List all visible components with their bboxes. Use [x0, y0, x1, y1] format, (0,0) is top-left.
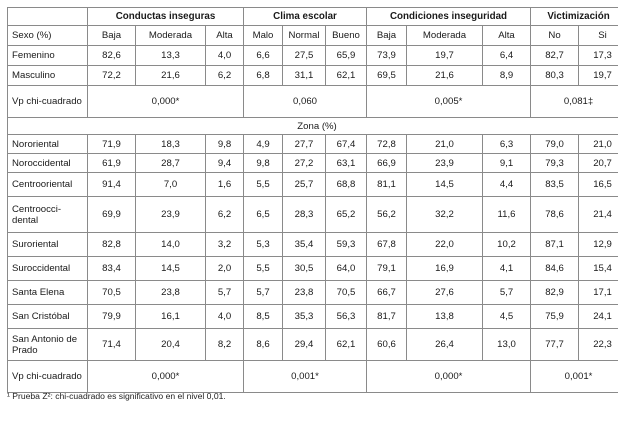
table-cell: 2,0	[206, 257, 244, 281]
table-cell: 16,1	[136, 305, 206, 329]
table-cell: 14,5	[407, 173, 483, 197]
table-cell: 72,8	[367, 135, 407, 154]
table-row	[8, 233, 618, 257]
table-cell: 67,8	[367, 233, 407, 257]
vp-row	[8, 86, 618, 118]
table-cell: 6,8	[244, 66, 283, 86]
table-cell: 56,3	[326, 305, 367, 329]
table-cell: 16,5	[579, 173, 618, 197]
table-cell: 75,9	[531, 305, 579, 329]
table-cell: 23,9	[407, 154, 483, 173]
table-cell: 6,2	[206, 197, 244, 233]
table-cell: 87,1	[531, 233, 579, 257]
table-cell: 82,6	[88, 46, 136, 66]
row-label: Sexo (%)	[8, 26, 88, 46]
table-cell: 71,9	[88, 135, 136, 154]
table-cell: 28,7	[136, 154, 206, 173]
table-cell: 62,1	[326, 66, 367, 86]
pvalue-cell: 0,001*	[244, 361, 367, 393]
row-label: San Cristóbal	[8, 305, 88, 329]
pvalue-cell: 0,000*	[88, 86, 244, 118]
section-title-row	[8, 118, 618, 135]
pvalue-cell: 0,000*	[367, 361, 531, 393]
table-cell: 9,1	[483, 154, 531, 173]
table-cell: 72,2	[88, 66, 136, 86]
table-cell: 79,0	[531, 135, 579, 154]
table-cell: 65,2	[326, 197, 367, 233]
table-cell: 83,4	[88, 257, 136, 281]
table-cell: 6,2	[206, 66, 244, 86]
table-cell: 82,9	[531, 281, 579, 305]
table-cell: 17,3	[579, 46, 618, 66]
table-cell: 3,2	[206, 233, 244, 257]
table-cell: 35,4	[283, 233, 326, 257]
table-cell: 81,7	[367, 305, 407, 329]
table-cell: 10,2	[483, 233, 531, 257]
table-cell: 6,6	[244, 46, 283, 66]
column-header: Malo	[244, 26, 283, 46]
table-cell: 8,5	[244, 305, 283, 329]
table-cell: 77,7	[531, 329, 579, 361]
table-cell: 62,1	[326, 329, 367, 361]
column-header: Bueno	[326, 26, 367, 46]
table-cell: 1,6	[206, 173, 244, 197]
column-header: Moderada	[407, 26, 483, 46]
pvalue-cell: 0,000*	[88, 361, 244, 393]
table-cell: 9,8	[244, 154, 283, 173]
table-cell: 14,5	[136, 257, 206, 281]
table-cell: 66,7	[367, 281, 407, 305]
table-cell: 79,9	[88, 305, 136, 329]
group-header: Condiciones inseguridad	[367, 8, 531, 26]
table-cell: 68,8	[326, 173, 367, 197]
table-cell: 61,9	[88, 154, 136, 173]
subheader-row	[8, 26, 618, 46]
table-cell: 11,6	[483, 197, 531, 233]
table-cell: 91,4	[88, 173, 136, 197]
table-cell: 63,1	[326, 154, 367, 173]
row-label: Suroriental	[8, 233, 88, 257]
table-cell: 17,1	[579, 281, 618, 305]
table-cell: 22,3	[579, 329, 618, 361]
group-header: Conductas inseguras	[88, 8, 244, 26]
footnote: ¹ Prueba Z²: chi-cuadrado es significativo en el nivel 0,01.	[7, 391, 226, 401]
column-header: Moderada	[136, 26, 206, 46]
row-label: Centroocci-dental	[8, 197, 88, 233]
table-cell: 21,4	[579, 197, 618, 233]
column-header: Baja	[88, 26, 136, 46]
pvalue-cell: 0,005*	[367, 86, 531, 118]
table-cell: 65,9	[326, 46, 367, 66]
table-cell: 69,9	[88, 197, 136, 233]
table-row	[8, 154, 618, 173]
table-cell: 35,3	[283, 305, 326, 329]
table-cell: 26,4	[407, 329, 483, 361]
results-table	[7, 7, 618, 393]
column-header: No	[531, 26, 579, 46]
table-cell: 19,7	[407, 46, 483, 66]
table-cell: 80,3	[531, 66, 579, 86]
table-cell: 21,0	[579, 135, 618, 154]
table-cell: 82,7	[531, 46, 579, 66]
table-cell: 22,0	[407, 233, 483, 257]
table-cell: 20,4	[136, 329, 206, 361]
table-cell: 21,0	[407, 135, 483, 154]
table-cell: 78,6	[531, 197, 579, 233]
table-row	[8, 66, 618, 86]
table-cell: 4,5	[483, 305, 531, 329]
table-cell: 79,3	[531, 154, 579, 173]
table-cell: 5,5	[244, 173, 283, 197]
header-row	[8, 8, 618, 26]
row-label: Santa Elena	[8, 281, 88, 305]
table-cell: 8,9	[483, 66, 531, 86]
table-cell: 32,2	[407, 197, 483, 233]
row-label: Vp chi-cuadrado	[8, 86, 88, 118]
table-cell: 27,6	[407, 281, 483, 305]
table-cell: 79,1	[367, 257, 407, 281]
table-cell: 27,5	[283, 46, 326, 66]
table-row	[8, 305, 618, 329]
table-cell: 6,5	[244, 197, 283, 233]
table-cell: 23,9	[136, 197, 206, 233]
column-header: Si	[579, 26, 618, 46]
table-cell: 9,8	[206, 135, 244, 154]
row-label: Masculino	[8, 66, 88, 86]
table-cell: 25,7	[283, 173, 326, 197]
table-cell: 29,4	[283, 329, 326, 361]
table-cell: 16,9	[407, 257, 483, 281]
row-label: Nororiental	[8, 135, 88, 154]
table-cell: 6,3	[483, 135, 531, 154]
table-cell: 31,1	[283, 66, 326, 86]
table-row	[8, 197, 618, 233]
row-label: Vp chi-cuadrado	[8, 361, 88, 393]
table-cell: 4,1	[483, 257, 531, 281]
column-header: Baja	[367, 26, 407, 46]
column-header: Alta	[206, 26, 244, 46]
table-cell: 18,3	[136, 135, 206, 154]
column-header: Normal	[283, 26, 326, 46]
row-label: Femenino	[8, 46, 88, 66]
table-cell: 67,4	[326, 135, 367, 154]
row-label: Suroccidental	[8, 257, 88, 281]
table-cell: 5,5	[244, 257, 283, 281]
column-header: Alta	[483, 26, 531, 46]
table-cell: 59,3	[326, 233, 367, 257]
table-cell: 81,1	[367, 173, 407, 197]
table-cell: 9,4	[206, 154, 244, 173]
table-cell: 8,2	[206, 329, 244, 361]
table-cell: 84,6	[531, 257, 579, 281]
table-cell: 13,8	[407, 305, 483, 329]
table-cell: 14,0	[136, 233, 206, 257]
row-label: Centrooriental	[8, 173, 88, 197]
group-header: Victimización	[531, 8, 618, 26]
table-cell: 27,7	[283, 135, 326, 154]
table-cell: 24,1	[579, 305, 618, 329]
table-cell: 5,7	[483, 281, 531, 305]
table-cell: 4,9	[244, 135, 283, 154]
table-cell: 5,7	[206, 281, 244, 305]
table-cell: 21,6	[407, 66, 483, 86]
table-cell: 4,0	[206, 305, 244, 329]
table-cell: 71,4	[88, 329, 136, 361]
pvalue-cell: 0,001*	[531, 361, 618, 393]
table-cell: 21,6	[136, 66, 206, 86]
row-label: Noroccidental	[8, 154, 88, 173]
table-cell: 5,7	[244, 281, 283, 305]
table-cell: 4,4	[483, 173, 531, 197]
table-cell: 8,6	[244, 329, 283, 361]
table-cell: 28,3	[283, 197, 326, 233]
table-cell: 56,2	[367, 197, 407, 233]
table-cell: 27,2	[283, 154, 326, 173]
table-cell: 69,5	[367, 66, 407, 86]
table-cell: 7,0	[136, 173, 206, 197]
vp-row	[8, 361, 618, 393]
table-cell: 60,6	[367, 329, 407, 361]
table-cell: 66,9	[367, 154, 407, 173]
table-cell: 13,0	[483, 329, 531, 361]
row-label: San Antonio de Prado	[8, 329, 88, 361]
table-cell: 70,5	[88, 281, 136, 305]
table-row	[8, 329, 618, 361]
table-cell: 13,3	[136, 46, 206, 66]
pvalue-cell: 0,060	[244, 86, 367, 118]
table-cell: 70,5	[326, 281, 367, 305]
table-cell: 82,8	[88, 233, 136, 257]
table-row	[8, 281, 618, 305]
group-header: Clima escolar	[244, 8, 367, 26]
corner-cell	[8, 8, 88, 26]
table-cell: 23,8	[136, 281, 206, 305]
section-title: Zona (%)	[8, 118, 618, 135]
table-cell: 30,5	[283, 257, 326, 281]
table-cell: 6,4	[483, 46, 531, 66]
table-cell: 83,5	[531, 173, 579, 197]
table-row	[8, 173, 618, 197]
table-cell: 4,0	[206, 46, 244, 66]
table-cell: 19,7	[579, 66, 618, 86]
table-cell: 23,8	[283, 281, 326, 305]
table-cell: 64,0	[326, 257, 367, 281]
table-cell: 15,4	[579, 257, 618, 281]
table-cell: 73,9	[367, 46, 407, 66]
pvalue-cell: 0,081‡	[531, 86, 618, 118]
table-cell: 5,3	[244, 233, 283, 257]
table-cell: 20,7	[579, 154, 618, 173]
table-row	[8, 46, 618, 66]
table-row	[8, 135, 618, 154]
table-cell: 12,9	[579, 233, 618, 257]
table-row	[8, 257, 618, 281]
